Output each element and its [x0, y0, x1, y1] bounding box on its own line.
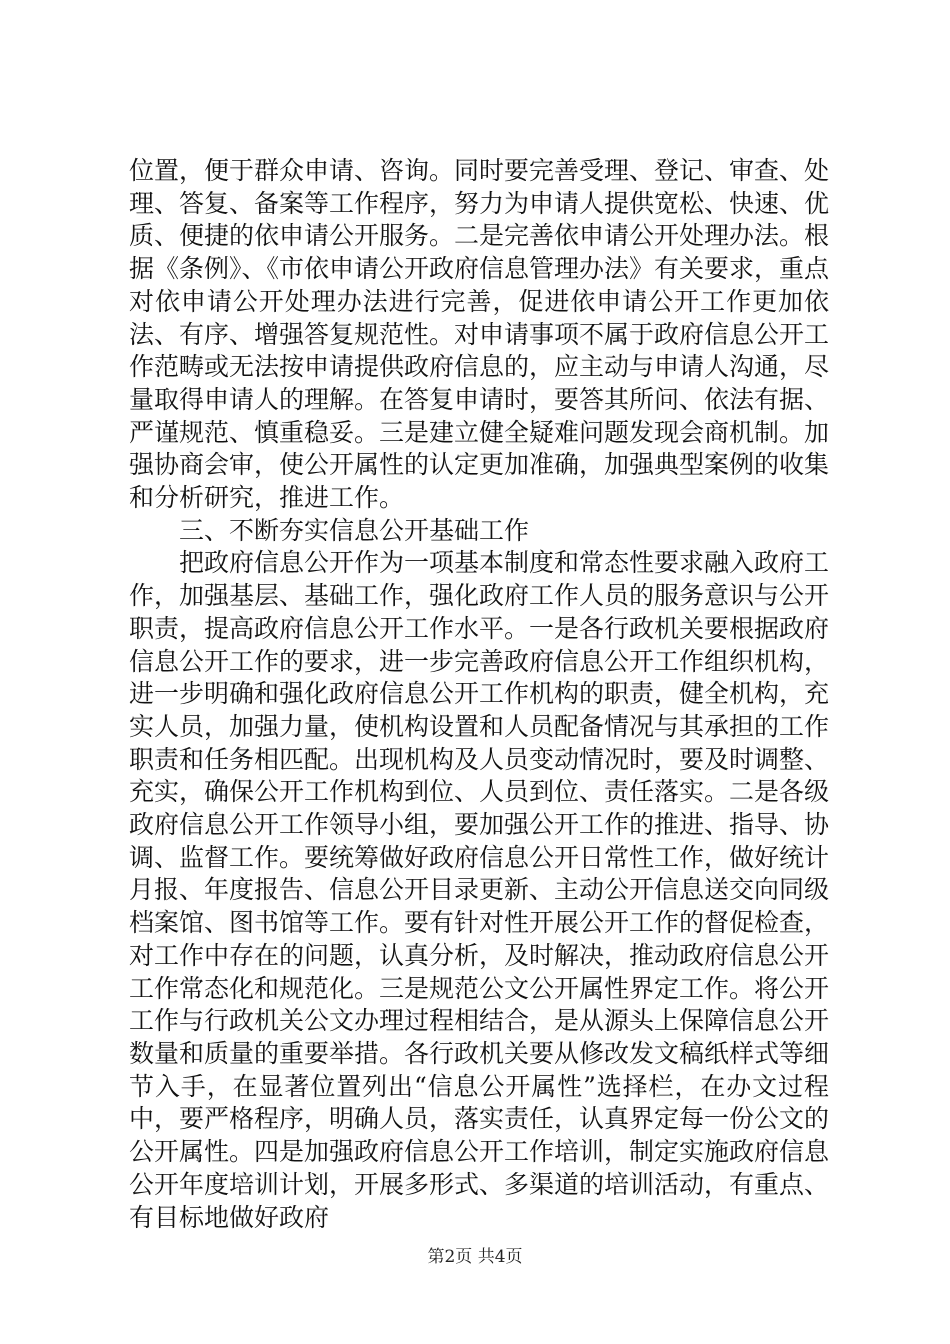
paragraph-continuation: 位置，便于群众申请、咨询。同时要完善受理、登记、审查、处理、答复、备案等工作程序，努力为申请人提供宽松、快速、优质、便捷的依申请公开服务。二是完善依申请公开处理办法。根据《条例》、《市依申请公开政府信息管理办法》有关要求，重点对依申请公开处理办法进行完善，促进依申请公开工作更加依法、有序、增强答复规范性。对申请事项不属于政府信息公开工作范畴或无法按申请提供政府信息的，应主动与申请人沟通，尽量取得申请人的理解。在答复申请时，要答其所问、依法有据、严谨规范、慎重稳妥。三是建立健全疑难问题发现会商机制。加强协商会审，使公开属性的认定更加准确，加强典型案例的收集和分析研究，推进工作。	[129, 156, 830, 513]
paragraph-section-three: 把政府信息公开作为一项基本制度和常态性要求融入政府工作，加强基层、基础工作，强化政府工作人员的服务意识与公开职责，提高政府信息公开工作水平。一是各行政机关要根据政府信息公开工作的要求，进一步完善政府信息公开工作组织机构，进一步明确和强化政府信息公开工作机构的职责，健全机构，充实人员，加强力量，使机构设置和人员配备情况与其承担的工作职责和任务相匹配。出现机构及人员变动情况时，要及时调整、充实，确保公开工作机构到位、人员到位、责任落实。二是各级政府信息公开工作领导小组，要加强公开工作的推进、指导、协调、监督工作。要统筹做好政府信息公开日常性工作，做好统计月报、年度报告、信息公开目录更新、主动公开信息送交向同级档案馆、图书馆等工作。要有针对性开展公开工作的督促检查，对工作中存在的问题，认真分析，及时解决，推动政府信息公开工作常态化和规范化。三是规范公文公开属性界定工作。将公开工作与行政机关公文办理过程相结合，是从源头上保障信息公开数量和质量的重要举措。各行政机关要从修改发文稿纸样式等细节入手，在显著位置列出“信息公开属性”选择栏，在办文过程中，要严格程序，明确人员，落实责任，认真界定每一份公文的公开属性。四是加强政府信息公开工作培训，制定实施政府信息公开年度培训计划，开展多形式、多渠道的培训活动，有重点、有目标地做好政府	[129, 548, 830, 1232]
section-heading: 三、不断夯实信息公开基础工作	[179, 515, 530, 545]
document-body	[129, 155, 829, 1234]
page-footer: 第2页 共4页	[427, 1247, 523, 1267]
